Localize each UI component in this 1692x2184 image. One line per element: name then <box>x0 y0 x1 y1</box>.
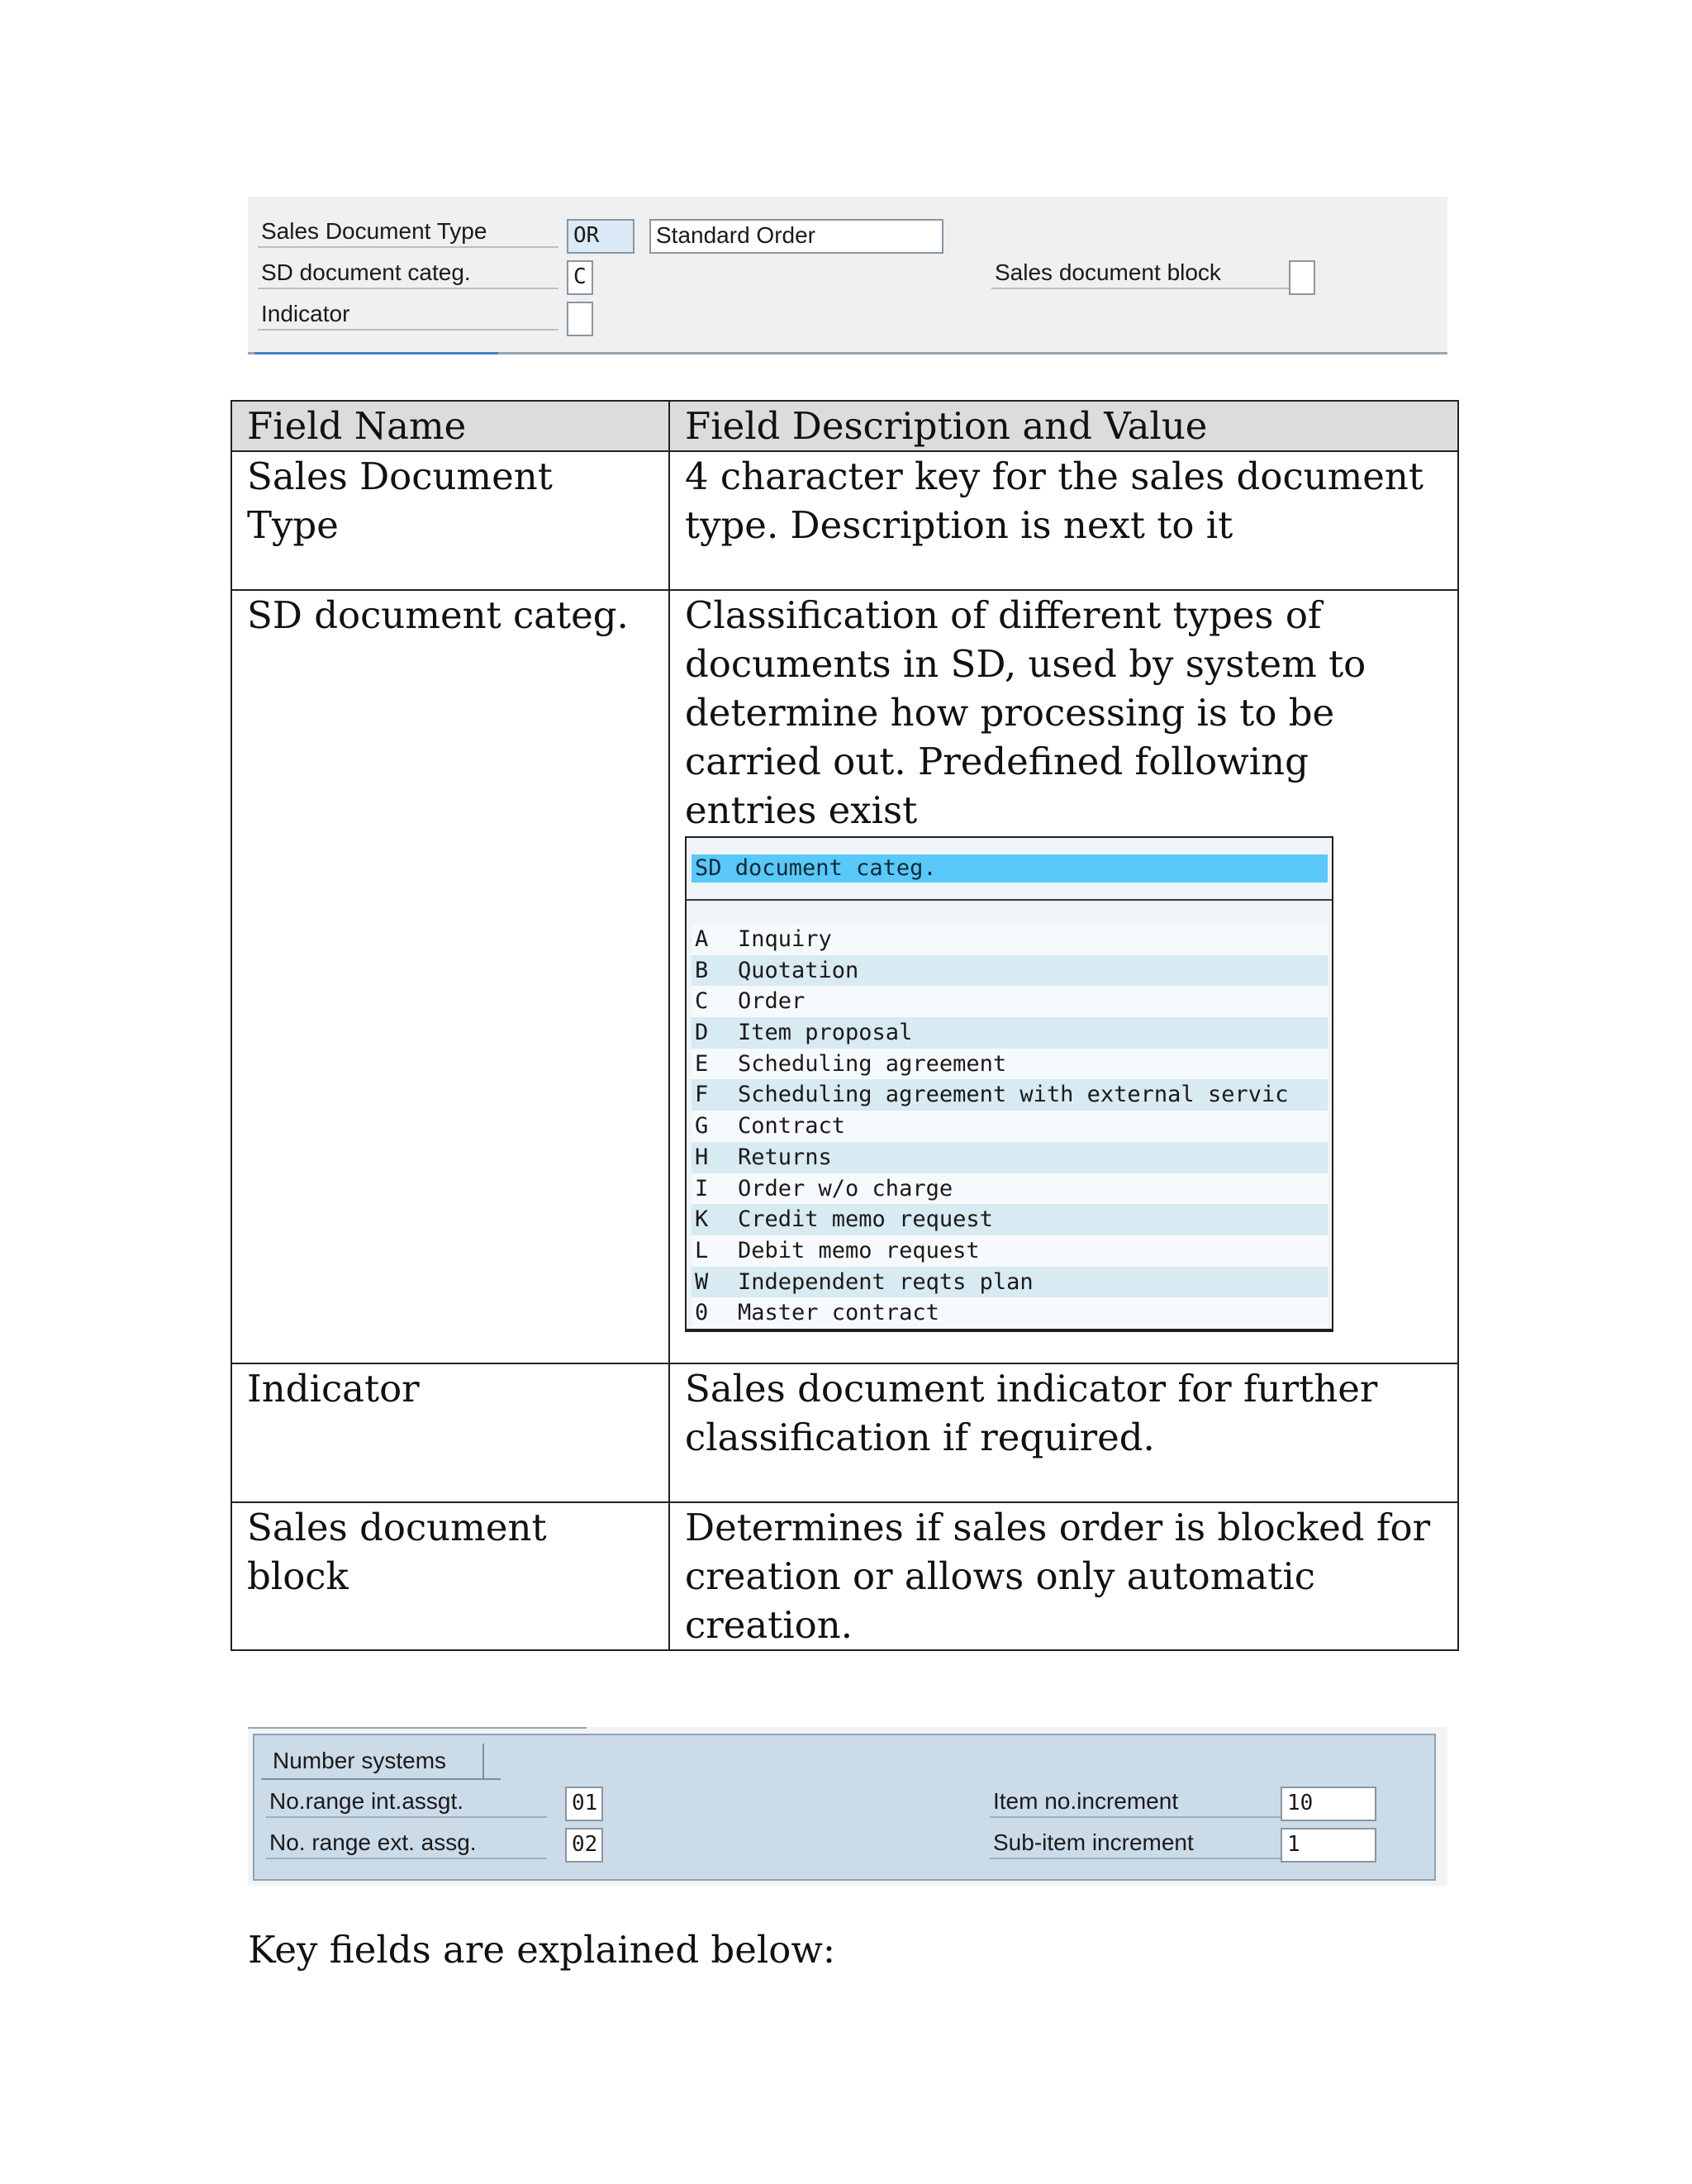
value-list-item[interactable] <box>692 1049 1328 1080</box>
value-list-item[interactable] <box>692 955 1328 987</box>
value-list-item-label: Credit memo request <box>738 1206 993 1233</box>
value-list-item-key: W <box>695 1268 709 1295</box>
field-description-cell: Sales document indicator for further classification if required. <box>669 1363 1458 1502</box>
sales-doc-type-description: Standard Order <box>649 219 943 254</box>
field-description-cell <box>669 590 1458 1363</box>
table-row <box>231 1502 1458 1650</box>
value-list-item-label: Contract <box>738 1113 846 1140</box>
sd-doc-categ-label: SD document categ. <box>258 256 558 289</box>
field-description-cell: Determines if sales order is blocked for creation or allows only automatic creation. <box>669 1502 1458 1650</box>
value-list-item[interactable] <box>692 1017 1328 1049</box>
value-list-item-label: Independent reqts plan <box>738 1268 1034 1295</box>
table-header-row <box>231 401 1458 451</box>
field-description-text: Classification of different types of documents in SD, used by system to determine how processing is to be carried out. Predefined following entries exist <box>685 593 1366 832</box>
value-list-item-key: H <box>695 1144 709 1170</box>
table-row <box>231 590 1458 1363</box>
table-row <box>231 1363 1458 1502</box>
value-list-item-key: C <box>695 988 709 1015</box>
value-list-item[interactable] <box>692 1204 1328 1235</box>
value-list-item-key: B <box>695 957 709 983</box>
value-list-item[interactable] <box>692 1267 1328 1298</box>
value-list-item-key: G <box>695 1113 709 1140</box>
field-name-cell: Sales document block <box>231 1502 669 1650</box>
field-name-cell: SD document categ. <box>231 590 669 1363</box>
value-list-item[interactable] <box>692 1297 1328 1329</box>
frame-top-line <box>248 1727 587 1729</box>
field-description-table <box>231 400 1459 1651</box>
value-list-item-key: I <box>695 1175 709 1201</box>
sales-doc-type-label: Sales Document Type <box>258 215 558 248</box>
value-list-item[interactable] <box>692 1235 1328 1267</box>
sales-doc-header-screenshot <box>248 197 1447 354</box>
value-list-item[interactable] <box>692 1173 1328 1205</box>
no-range-int-assgt-input[interactable]: 01 <box>565 1787 603 1821</box>
value-list-divider <box>687 899 1332 901</box>
value-list-item[interactable] <box>692 1142 1328 1173</box>
value-list-item[interactable] <box>692 1079 1328 1111</box>
value-list-item-label: Order w/o charge <box>738 1175 953 1201</box>
sales-doc-block-checkbox[interactable] <box>1289 260 1315 295</box>
value-list-item-label: Debit memo request <box>738 1237 980 1263</box>
value-list-item-label: Returns <box>738 1144 832 1170</box>
value-list-item-label: Item proposal <box>738 1020 913 1046</box>
item-no-increment-label: Item no.increment <box>990 1785 1286 1818</box>
sub-item-increment-input[interactable]: 1 <box>1281 1828 1376 1863</box>
sd-doc-categ-value-list <box>685 836 1333 1332</box>
column-header-description: Field Description and Value <box>669 401 1458 451</box>
item-no-increment-input[interactable]: 10 <box>1281 1787 1376 1821</box>
indicator-label: Indicator <box>258 297 558 331</box>
value-list-item-key: 0 <box>695 1300 709 1326</box>
value-list-item[interactable] <box>692 986 1328 1017</box>
value-list-item-key: K <box>695 1206 709 1233</box>
no-range-ext-assg-label: No. range ext. assg. <box>266 1826 547 1859</box>
field-name-cell: Sales Document Type <box>231 451 669 590</box>
value-list-item-key: E <box>695 1050 709 1077</box>
number-systems-tab: Number systems <box>261 1744 484 1778</box>
no-range-ext-assg-input[interactable]: 02 <box>565 1828 603 1863</box>
number-systems-group <box>253 1734 1436 1881</box>
tab-accent-line <box>254 352 498 354</box>
sub-item-increment-label: Sub-item increment <box>990 1826 1286 1859</box>
value-list-title: SD document categ. <box>692 854 1328 883</box>
tab-underline <box>261 1778 501 1780</box>
value-list-item[interactable] <box>692 924 1328 955</box>
value-list-item-key: D <box>695 1020 709 1046</box>
indicator-input[interactable] <box>567 302 593 336</box>
sd-doc-categ-input[interactable]: C <box>567 260 593 295</box>
value-list-item-key: A <box>695 926 709 952</box>
field-name-cell: Indicator <box>231 1363 669 1502</box>
field-description-cell: 4 character key for the sales document type. Description is next to it <box>669 451 1458 590</box>
no-range-int-assgt-label: No.range int.assgt. <box>266 1785 547 1818</box>
value-list-item-key: F <box>695 1082 709 1108</box>
value-list-item-label: Inquiry <box>738 926 832 952</box>
value-list-item[interactable] <box>692 1111 1328 1142</box>
number-systems-screenshot <box>248 1727 1447 1886</box>
value-list-item-label: Order <box>738 988 806 1015</box>
sales-doc-block-label: Sales document block <box>991 256 1290 289</box>
sales-doc-type-input[interactable]: OR <box>567 219 634 254</box>
value-list-item-label: Scheduling agreement <box>738 1050 1007 1077</box>
value-list-item-label: Scheduling agreement with external servic <box>738 1082 1289 1108</box>
column-header-field-name: Field Name <box>231 401 669 451</box>
table-row <box>231 451 1458 590</box>
value-list-item-key: L <box>695 1237 709 1263</box>
value-list-item-label: Quotation <box>738 957 859 983</box>
value-list <box>692 924 1328 1329</box>
key-fields-intro: Key fields are explained below: <box>248 1928 836 1972</box>
value-list-item-label: Master contract <box>738 1300 939 1326</box>
